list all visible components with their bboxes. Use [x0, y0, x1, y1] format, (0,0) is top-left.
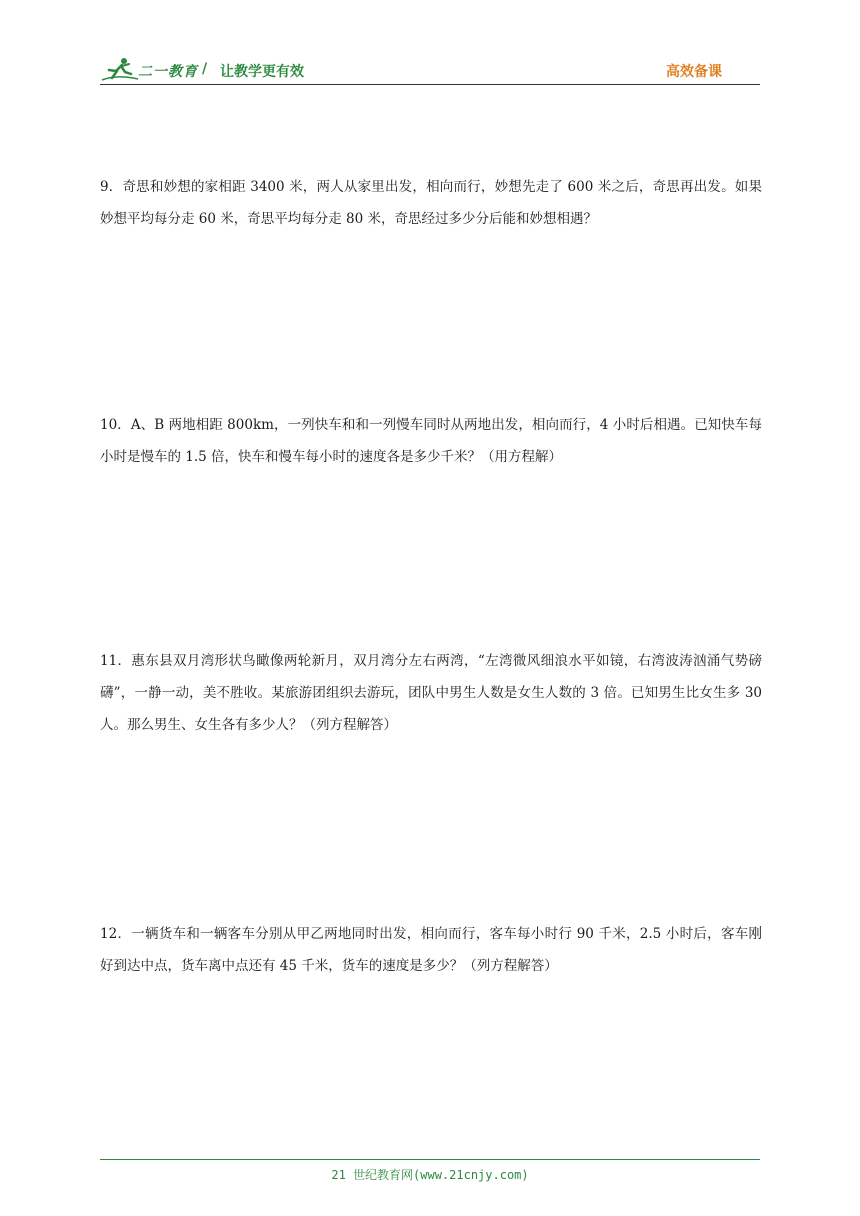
brand-tagline: 让教学更有效 [220, 64, 304, 80]
footer-divider [100, 1159, 760, 1160]
question-10: 10．A、B 两地相距 800km，一列快车和和一列慢车同时从两地出发，相向而行，4 小时后相遇。已知快车每小时是慢车的 1.5 倍，快车和慢车每小时的速度各是多少千米？（用方程解） [100, 417, 762, 465]
page-header [100, 56, 760, 86]
question-9: 9．奇思和妙想的家相距 3400 米，两人从家里出发，相向而行，妙想先走了 600 米之后，奇思再出发。如果妙想平均每分走 60 米，奇思平均每分走 80 米，奇思经过多少分后能和妙想相遇？ [100, 179, 762, 227]
header-separator: / [202, 61, 208, 77]
question-11: 11．惠东县双月湾形状鸟瞰像两轮新月，双月湾分左右两湾，“左湾微风细浪水平如镜，右湾波涛汹涌气势磅礴”，一静一动，美不胜收。某旅游团组织去游玩，团队中男生人数是女生人数的 3 倍。已知男生比女生多 30 人。那么男生、女生各有多少人？（列方程解答） [100, 653, 762, 733]
header-divider [100, 84, 760, 85]
running-man-logo-icon [100, 56, 140, 82]
page-footer: 21 世纪教育网(www.21cnjy.com) [331, 1168, 529, 1182]
brand-name: 二一教育 [138, 64, 198, 80]
header-badge: 高效备课 [666, 64, 722, 80]
question-12: 12．一辆货车和一辆客车分别从甲乙两地同时出发，相向而行，客车每小时行 90 千米，2.5 小时后，客车刚好到达中点，货车离中点还有 45 千米，货车的速度是多少？（列方程解答） [100, 926, 762, 974]
